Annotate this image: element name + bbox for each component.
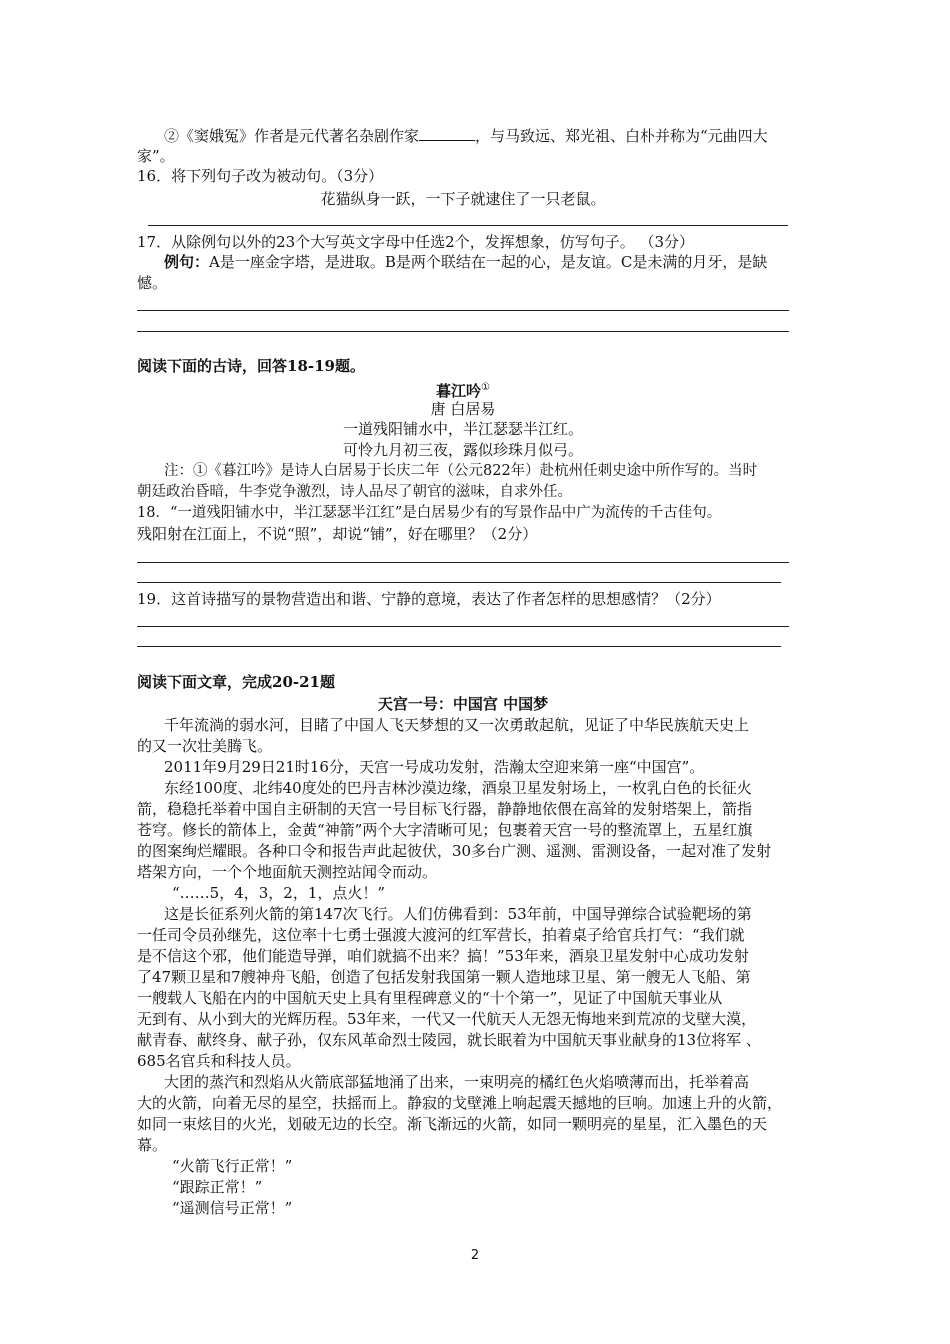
page-number: 2 [470,1248,480,1263]
article-line: 是不信这个邪，他们能造导弹，咱们就搞不出来？搞！”53年来，酒泉卫星发射中心成功发射 [137,947,749,965]
q15-line2: 家”。 [137,147,175,165]
article-line: “跟踪正常！” [172,1178,263,1196]
article-line: 塔架方向，一个个地面航天测控站闻令而动。 [137,863,438,881]
q19-answer-line-2[interactable] [137,646,781,647]
article-line: 的图案绚烂耀眼。各种口令和报告声此起彼伏，30多台广测、遥测、雷测设备，一起对准了发射 [137,842,772,860]
q15-text-b: ，与马致远、郑光祖、白朴并称为“元曲四大 [475,127,768,145]
article-line: 大的火箭，向着无尽的星空，扶摇而上。静寂的戈壁滩上响起震天撼地的巨响。加速上升的火箭， [137,1094,783,1112]
q16-prompt: 16．将下列句子改为被动句。（3分） [137,167,384,185]
q18-prompt-1: 18．“一道残阳铺水中，半江瑟瑟半江红”是白居易少有的写景作品中广为流传的千古佳句。 [137,505,722,521]
q18-answer-line-1[interactable] [137,562,789,563]
poem-line-2: 可怜九月初三夜，露似珍珠月似弓。 [342,441,583,459]
q17-example-cont: 憾。 [137,274,168,292]
article-line: 箭，稳稳托举着中国自主研制的天宫一号目标飞行器，静静地依偎在高耸的发射塔架上，箭指 [137,800,753,818]
article-line: “火箭飞行正常！” [172,1157,293,1175]
article-line: 大团的蒸汽和烈焰从火箭底部猛地涌了出来，一束明亮的橘红色火焰喷薄而出，托举着高 [164,1073,750,1091]
q17-prompt: 17．从除例句以外的23个大写英文字母中任选2个，发挥想象，仿写句子。 （3分） [137,233,695,251]
article-line: 苍穹。修长的箭体上，金黄“神箭”两个大字清晰可见；包裹着天宫一号的整流罩上，五星红旗 [137,821,753,839]
q16-sentence: 花猫纵身一跃，一下子就逮住了一只老鼠。 [320,190,606,208]
article-section-heading: 阅读下面文章，完成20-21题 [137,673,335,691]
q15-text-a: ②《窦娥冤》作者是元代著名杂剧作家 [164,127,420,145]
article-line: 这是长征系列火箭的第147次飞行。人们仿佛看到：53年前，中国导弹综合试验靶场的第 [164,905,752,923]
article-line: 2011年9月29日21时16分，天宫一号成功发射，浩瀚太空迎来第一座“中国宫”。 [164,758,705,776]
article-line: 的又一次壮美腾飞。 [137,737,273,755]
q17-example-text: A是一座金字塔，是进取。B是两个联结在一起的心，是友谊。C是未满的月牙，是缺 [209,253,768,271]
article-line: 一艘载人飞船在内的中国航天史上具有里程碑意义的“十个第一”，见证了中国航天事业从 [137,989,723,1007]
poem-title-footnote: ① [481,382,490,393]
article-line: 了47颗卫星和7艘神舟飞船，创造了包括发射我国第一颗人造地球卫星、第一艘无人飞船、第 [137,968,751,986]
article-title: 天宫一号：中国宫 中国梦 [377,695,549,713]
q17-answer-line-1[interactable] [137,310,789,311]
q18-answer-line-2[interactable] [137,582,781,583]
poem-note-2: 朝廷政治昏暗，牛李党争激烈，诗人品尽了朝官的滋味，自求外任。 [137,484,572,500]
poem-line-1: 一道残阳铺水中，半江瑟瑟半江红。 [342,420,583,438]
article-line: 无到有、从小到大的光辉历程。53年来，一代又一代航天人无怨无悔地来到荒凉的戈壁大漠， [137,1010,757,1028]
article-line: “遥测信号正常！” [172,1199,293,1217]
poem-title [137,378,789,401]
poem-section-heading: 阅读下面的古诗，回答18-19题。 [137,357,365,375]
article-line: 如同一束炫目的火光，划破无边的长空。渐飞渐远的火箭，如同一颗明亮的星星，汇入墨色的天 [137,1115,768,1133]
article-line: 千年流淌的弱水河，目睹了中国人飞天梦想的又一次勇敢起航，见证了中华民族航天史上 [164,716,750,734]
q19-prompt: 19．这首诗描写的景物营造出和谐、宁静的意境，表达了作者怎样的思想感情？（2分） [137,590,721,608]
article-line: “……5，4，3，2，1，点火！” [172,884,386,902]
article-line: 东经100度、北纬40度处的巴丹吉林沙漠边缘，酒泉卫星发射场上，一枚乳白色的长征火 [164,779,752,797]
q19-answer-line-1[interactable] [137,626,789,627]
q16-answer-line[interactable] [148,225,788,226]
article-line: 一任司令员孙继先，这位率十七勇士强渡大渡河的红军营长，拍着桌子给官兵打气：“我们就 [137,926,745,944]
q18-prompt-2: 残阳射在江面上，不说“照”，却说“铺”，好在哪里？（2分） [137,525,538,543]
article-line: 献青春、献终身、献子孙，仅东风革命烈士陵园，就长眠着为中国航天事业献身的13位将军 、 [137,1031,761,1049]
q17-example [164,252,767,272]
poem-author: 唐 白居易 [430,400,496,418]
poem-note-1: 注：①《暮江吟》是诗人白居易于长庆二年（公元822年）赴杭州任刺史途中所作写的。当时 [164,463,758,479]
q17-answer-line-2[interactable] [137,331,789,332]
article-line: 685名官兵和科技人员。 [137,1052,301,1070]
q17-example-label: 例句： [164,253,210,271]
q15-line1 [164,125,768,146]
poem-title-text: 暮江吟 [436,382,482,400]
q15-answer-blank[interactable] [419,125,475,141]
article-line: 幕。 [137,1136,168,1154]
